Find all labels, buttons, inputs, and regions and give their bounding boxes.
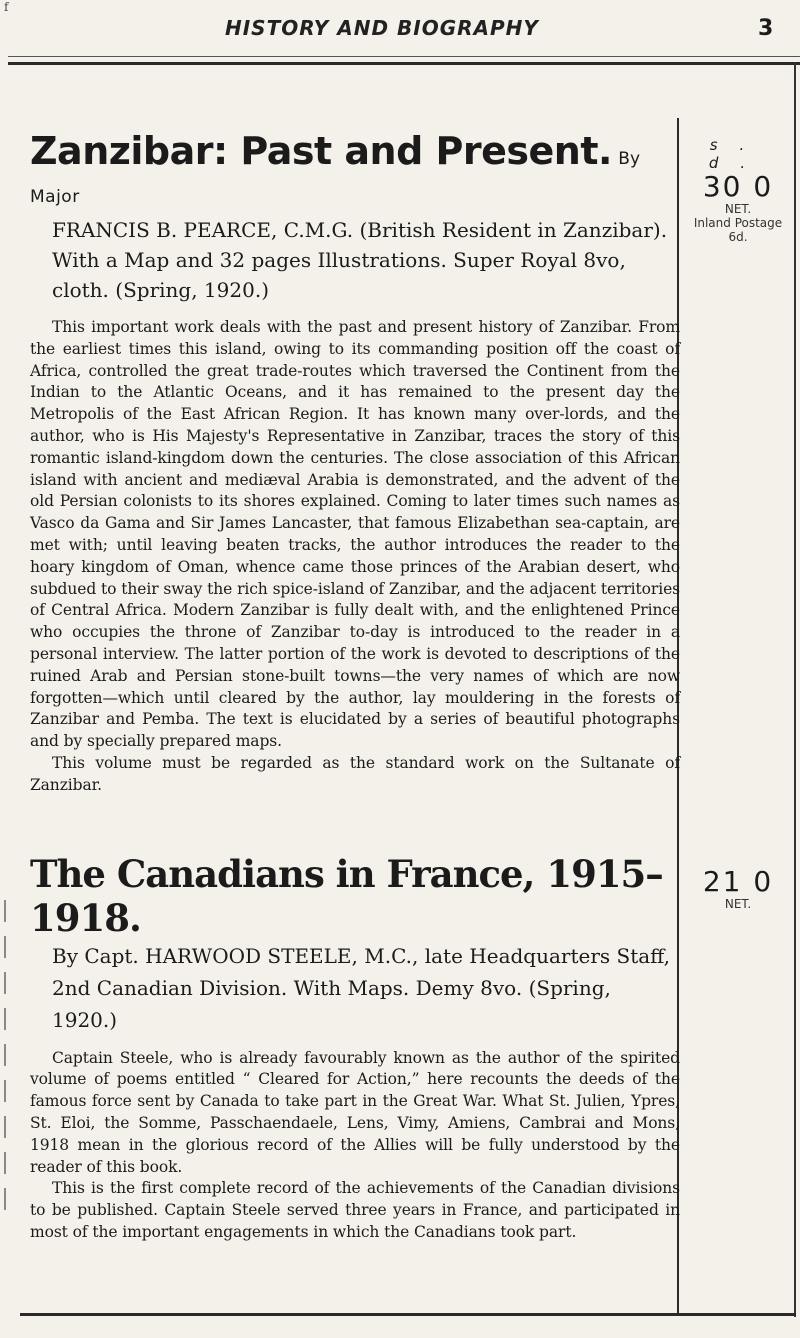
book-entry-canadians xyxy=(30,852,680,1244)
book-price-1 xyxy=(686,136,790,244)
page-number: 3 xyxy=(758,16,774,41)
book-description xyxy=(30,317,680,797)
description-paragraph: Captain Steele, who is already favourably known as the author of the spirited volume of poems entitled “ Cleared for Action,” here recounts the deeds of the famous force sent by Canada to take part in the Great War. What St. Julien, Ypres, St. Eloi, the Somme, Passchaendaele, Lens, Vimy, Amiens, Cambrai and Mons, 1918 mean in the glorious record of the Allies will be fully understood by the reader of this book. xyxy=(30,1048,680,1176)
author-line: HARWOOD STEELE, M.C., late Headquarters Staff, 2nd Canadian Division. With Maps. Demy 8vo. (Spring, 1920.) xyxy=(52,943,671,1032)
price-postage: Inland Postage 6d. xyxy=(693,216,783,244)
price-amount: 30 0 xyxy=(702,170,774,203)
byline-rank: Capt. xyxy=(84,943,139,968)
binding-marks xyxy=(0,900,12,1300)
price-units: s. d. xyxy=(708,136,768,172)
byline-rank: Major xyxy=(30,187,80,207)
book-header xyxy=(30,130,680,305)
book-byline xyxy=(30,940,680,1036)
header-rule-thin xyxy=(8,56,800,57)
corner-mark: f xyxy=(4,0,9,14)
description-paragraph: This volume must be regarded as the standard work on the Sultanate of Zanzibar. xyxy=(30,753,680,794)
book-entry-zanzibar xyxy=(30,130,680,797)
running-head: HISTORY AND BIOGRAPHY xyxy=(225,16,539,40)
book-title: Zanzibar: Past and Present. xyxy=(30,129,612,173)
price-net: NET. xyxy=(724,202,752,216)
byline-by: By xyxy=(52,943,78,968)
page-edge-rule xyxy=(794,62,796,1317)
main-column xyxy=(30,130,680,1244)
description-paragraph: This important work deals with the past and present history of Zanzibar. From the earliest times this island, owing to its commanding position off the coast of Africa, controlled the great trade-routes which traversed the Continent from the Indian to the Atlantic Oceans, and it has remained to the present day the Metropolis of the East African Region. It has known many over-lords, and the author, who is His Majesty's Representative in Zanzibar, traces the story of this romantic island-kingdom down the centuries. The close association of this African island with ancient and mediæval Arabia is demonstrated, and the advent of the old Persian colonists to its shores explained. Coming to later times such names as Vasco da Gama and Sir James Lancaster, that famous Elizabethan sea-captain, are met with; until leaving beaten tracks, the author introduces the reader to the hoary kingdom of Oman, whence came those princes of the Arabian desert, who subdued to their sway the rich spice-island of Zanzibar, and the adjacent territories of Central Africa. Modern Zanzibar is fully dealt with, and the enlightened Prince who occupies the throne of Zanzibar to-day is introduced to the reader in a personal interview. The latter portion of the work is devoted to descriptions of the ruined Arab and Persian stone-built towns—the very names of which are now forgotten—which until cleared by the author, lay mouldering in the forests of Zanzibar and Pemba. The text is elucidated by a series of beautiful photographs and by specially prepared maps. xyxy=(30,318,680,751)
description-paragraph: This is the first complete record of the achievements of the Canadian divisions to be published. Captain Steele served three years in France, and participated in most of the important engagements in which the Canadians took part. xyxy=(30,1179,680,1241)
footer-rule xyxy=(20,1313,796,1316)
book-title: The Canadians in France, 1915–1918. xyxy=(30,851,663,940)
price-net: NET. xyxy=(724,897,752,911)
author-line: FRANCIS B. PEARCE, C.M.G. (British Resident in Zanzibar). With a Map and 32 pages Illustrations. Super Royal 8vo, cloth. (Spring, 1920.) xyxy=(52,218,668,302)
header-rule xyxy=(8,62,800,65)
book-price-2 xyxy=(686,867,790,911)
byline-by: By xyxy=(618,149,641,169)
book-description xyxy=(30,1048,680,1244)
price-amount: 21 0 xyxy=(702,865,774,898)
